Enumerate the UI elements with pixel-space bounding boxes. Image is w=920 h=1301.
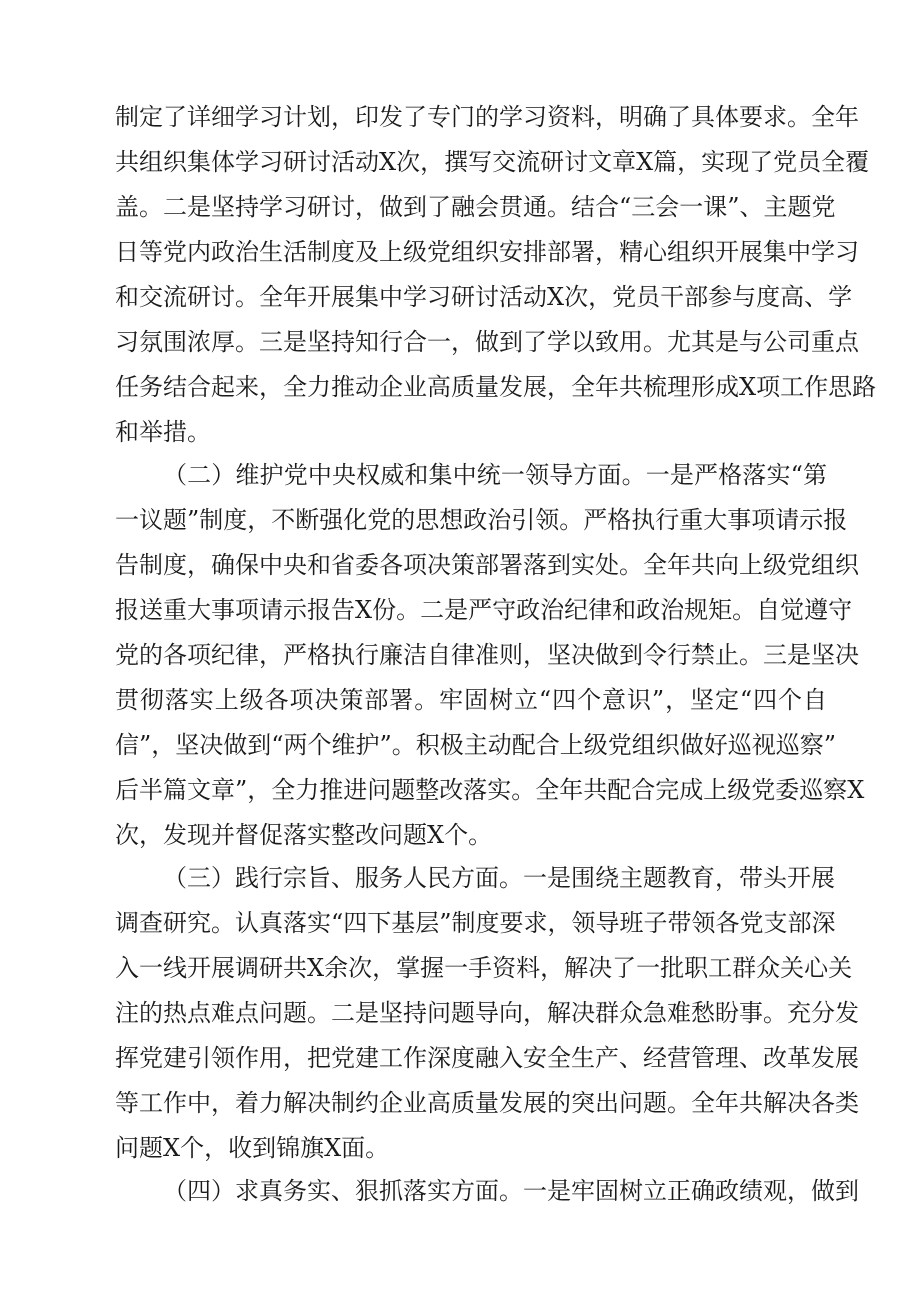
text-line: 问题X个，收到锦旗X面。 <box>115 1134 390 1162</box>
text-line: 和交流研讨。全年开展集中学习研讨活动X次，党员干部参与度高、学 <box>115 283 853 311</box>
text-line: 日等党内政治生活制度及上级党组织安排部署，精心组织开展集中学习 <box>115 238 859 266</box>
text-line: 告制度，确保中央和省委各项决策部署落到实处。全年共向上级党组织 <box>115 551 859 579</box>
text-line: 调查研究。认真落实“四下基层”制度要求，领导班子带领各党支部深 <box>115 909 836 937</box>
text-line: 信”，坚决做到“两个维护”。积极主动配合上级党组织做好巡视巡察” <box>115 731 837 759</box>
text-line: 习氛围浓厚。三是坚持知行合一，做到了学以致用。尤其是与公司重点 <box>115 328 859 356</box>
text-line: 注的热点难点问题。二是坚持问题导向，解决群众急难愁盼事。充分发 <box>115 999 859 1027</box>
text-line: 入一线开展调研共X余次，掌握一手资料，解决了一批职工群众关心关 <box>115 954 853 982</box>
text-line: 后半篇文章”，全力推进问题整改落实。全年共配合完成上级党委巡察X <box>115 776 865 804</box>
text-line: 制定了详细学习计划，印发了专门的学习资料，明确了具体要求。全年 <box>115 103 859 131</box>
text-line: 和举措。 <box>115 418 211 446</box>
text-line: 共组织集体学习研讨活动X次，撰写交流研讨文章X篇，实现了党员全覆 <box>115 148 870 176</box>
text-line: 一议题”制度，不断强化党的思想政治引领。严格执行重大事项请示报 <box>115 506 848 534</box>
text-line: 盖。二是坚持学习研讨，做到了融会贯通。结合“三会一课”、主题党 <box>115 193 836 221</box>
text-line: 报送重大事项请示报告X份。二是严守政治纪律和政治规矩。自觉遵守 <box>115 596 853 624</box>
text-line: 任务结合起来，全力推动企业高质量发展，全年共梳理形成X项工作思路 <box>115 373 877 401</box>
section-heading-4: （四）求真务实、狠抓落实方面。一是牢固树立正确政绩观，做到 <box>163 1177 859 1205</box>
section-heading-2: （二）维护党中央权威和集中统一领导方面。一是严格落实“第 <box>163 461 827 489</box>
text-line: 党的各项纪律，严格执行廉洁自律准则，坚决做到令行禁止。三是坚决 <box>115 641 859 669</box>
text-line: 次，发现并督促落实整改问题X个。 <box>115 821 493 849</box>
section-heading-3: （三）践行宗旨、服务人民方面。一是围绕主题教育，带头开展 <box>163 864 835 892</box>
text-line: 等工作中，着力解决制约企业高质量发展的突出问题。全年共解决各类 <box>115 1089 859 1117</box>
text-line: 挥党建引领作用，把党建工作深度融入安全生产、经营管理、改革发展 <box>115 1044 859 1072</box>
text-line: 贯彻落实上级各项决策部署。牢固树立“四个意识”，坚定“四个自 <box>115 686 827 714</box>
